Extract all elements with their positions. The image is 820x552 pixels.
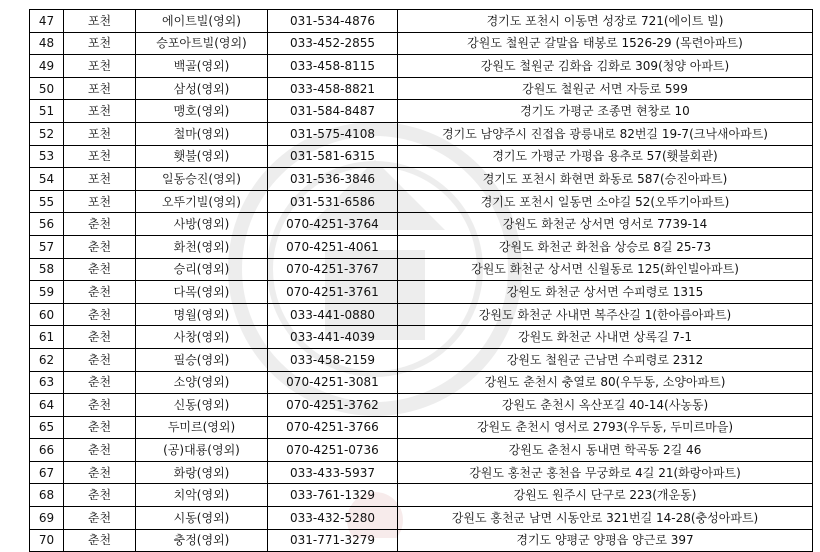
phone-cell: 031-536-3846 bbox=[268, 168, 398, 191]
row-number-cell: 55 bbox=[30, 190, 64, 213]
region-cell: 포천 bbox=[64, 32, 136, 55]
phone-cell: 031-581-6315 bbox=[268, 145, 398, 168]
row-number-cell: 47 bbox=[30, 10, 64, 33]
address-cell: 경기도 양평군 양평읍 양근로 397 bbox=[398, 529, 813, 552]
phone-cell: 033-458-2159 bbox=[268, 348, 398, 371]
region-cell: 포천 bbox=[64, 10, 136, 33]
table-row bbox=[30, 258, 813, 281]
table-row bbox=[30, 303, 813, 326]
phone-cell: 033-441-4039 bbox=[268, 326, 398, 349]
row-number-cell: 61 bbox=[30, 326, 64, 349]
region-cell: 포천 bbox=[64, 145, 136, 168]
region-cell: 춘천 bbox=[64, 507, 136, 530]
region-cell: 포천 bbox=[64, 100, 136, 123]
address-cell: 강원도 화천군 상서면 영서로 7739-14 bbox=[398, 213, 813, 236]
unit-name-cell: 명월(영외) bbox=[136, 303, 268, 326]
table-row bbox=[30, 348, 813, 371]
unit-name-cell: 치악(영외) bbox=[136, 484, 268, 507]
row-number-cell: 53 bbox=[30, 145, 64, 168]
row-number-cell: 66 bbox=[30, 439, 64, 462]
phone-cell: 033-433-5937 bbox=[268, 461, 398, 484]
unit-name-cell: 철마(영외) bbox=[136, 122, 268, 145]
address-cell: 경기도 포천시 이동면 성장로 721(에이트 빌) bbox=[398, 10, 813, 33]
phone-cell: 070-4251-3766 bbox=[268, 416, 398, 439]
unit-name-cell: 다목(영외) bbox=[136, 281, 268, 304]
phone-cell: 031-575-4108 bbox=[268, 122, 398, 145]
table-row bbox=[30, 145, 813, 168]
address-cell: 강원도 춘천시 충열로 80(우두동, 소양아파트) bbox=[398, 371, 813, 394]
row-number-cell: 57 bbox=[30, 235, 64, 258]
phone-cell: 070-4251-3767 bbox=[268, 258, 398, 281]
table-row bbox=[30, 371, 813, 394]
address-cell: 강원도 원주시 단구로 223(개운동) bbox=[398, 484, 813, 507]
table-row bbox=[30, 507, 813, 530]
phone-cell: 070-4251-3761 bbox=[268, 281, 398, 304]
region-cell: 춘천 bbox=[64, 484, 136, 507]
unit-name-cell: 일동승진(영외) bbox=[136, 168, 268, 191]
phone-cell: 031-584-8487 bbox=[268, 100, 398, 123]
region-cell: 춘천 bbox=[64, 326, 136, 349]
phone-cell: 031-531-6586 bbox=[268, 190, 398, 213]
region-cell: 춘천 bbox=[64, 213, 136, 236]
phone-cell: 070-4251-3764 bbox=[268, 213, 398, 236]
row-number-cell: 50 bbox=[30, 77, 64, 100]
unit-name-cell: 시동(영외) bbox=[136, 507, 268, 530]
region-cell: 춘천 bbox=[64, 281, 136, 304]
region-cell: 춘천 bbox=[64, 461, 136, 484]
region-cell: 포천 bbox=[64, 55, 136, 78]
address-cell: 강원도 철원군 서면 자등로 599 bbox=[398, 77, 813, 100]
address-cell: 강원도 철원군 김화읍 김화로 309(청양 아파트) bbox=[398, 55, 813, 78]
table-row bbox=[30, 326, 813, 349]
address-cell: 강원도 철원군 갈말읍 태봉로 1526-29 (목련아파트) bbox=[398, 32, 813, 55]
table-row bbox=[30, 529, 813, 552]
address-cell: 강원도 춘천시 동내면 학곡동 2길 46 bbox=[398, 439, 813, 462]
unit-name-cell: 충정(영외) bbox=[136, 529, 268, 552]
region-cell: 춘천 bbox=[64, 416, 136, 439]
row-number-cell: 56 bbox=[30, 213, 64, 236]
table-row bbox=[30, 122, 813, 145]
address-cell: 강원도 화천군 사내면 상록길 7-1 bbox=[398, 326, 813, 349]
row-number-cell: 62 bbox=[30, 348, 64, 371]
region-cell: 춘천 bbox=[64, 529, 136, 552]
row-number-cell: 48 bbox=[30, 32, 64, 55]
address-cell: 강원도 홍천군 홍천읍 무궁화로 4길 21(화랑아파트) bbox=[398, 461, 813, 484]
phone-cell: 033-452-2855 bbox=[268, 32, 398, 55]
table-row bbox=[30, 55, 813, 78]
address-cell: 강원도 춘천시 영서로 2793(우두동, 두미르마을) bbox=[398, 416, 813, 439]
unit-list-table bbox=[29, 9, 813, 552]
region-cell: 춘천 bbox=[64, 303, 136, 326]
phone-cell: 033-432-5280 bbox=[268, 507, 398, 530]
table-row bbox=[30, 213, 813, 236]
region-cell: 포천 bbox=[64, 168, 136, 191]
phone-cell: 031-534-4876 bbox=[268, 10, 398, 33]
unit-name-cell: 오뚜기빌(영외) bbox=[136, 190, 268, 213]
unit-name-cell: 소양(영외) bbox=[136, 371, 268, 394]
table-body bbox=[30, 10, 813, 552]
phone-cell: 070-4251-0736 bbox=[268, 439, 398, 462]
unit-name-cell: 두미르(영외) bbox=[136, 416, 268, 439]
unit-name-cell: 신동(영외) bbox=[136, 394, 268, 417]
unit-name-cell: 삼성(영외) bbox=[136, 77, 268, 100]
region-cell: 춘천 bbox=[64, 394, 136, 417]
address-cell: 강원도 화천군 상서면 신월동로 125(화인빌아파트) bbox=[398, 258, 813, 281]
table-row bbox=[30, 461, 813, 484]
row-number-cell: 68 bbox=[30, 484, 64, 507]
table-row bbox=[30, 77, 813, 100]
region-cell: 춘천 bbox=[64, 235, 136, 258]
row-number-cell: 63 bbox=[30, 371, 64, 394]
row-number-cell: 65 bbox=[30, 416, 64, 439]
phone-cell: 033-761-1329 bbox=[268, 484, 398, 507]
address-cell: 강원도 춘천시 옥산포길 40-14(사농동) bbox=[398, 394, 813, 417]
address-cell: 경기도 포천시 화현면 화동로 587(승진아파트) bbox=[398, 168, 813, 191]
region-cell: 포천 bbox=[64, 122, 136, 145]
unit-name-cell: 승리(영외) bbox=[136, 258, 268, 281]
phone-cell: 070-4251-4061 bbox=[268, 235, 398, 258]
address-cell: 강원도 홍천군 남면 시동안로 321번길 14-28(충성아파트) bbox=[398, 507, 813, 530]
address-cell: 강원도 화천군 화천읍 상승로 8길 25-73 bbox=[398, 235, 813, 258]
region-cell: 포천 bbox=[64, 77, 136, 100]
row-number-cell: 58 bbox=[30, 258, 64, 281]
unit-name-cell: (공)대룡(영외) bbox=[136, 439, 268, 462]
unit-name-cell: 맹호(영외) bbox=[136, 100, 268, 123]
row-number-cell: 54 bbox=[30, 168, 64, 191]
unit-name-cell: 승포아트빌(영외) bbox=[136, 32, 268, 55]
table-row bbox=[30, 394, 813, 417]
table-row bbox=[30, 190, 813, 213]
unit-name-cell: 백골(영외) bbox=[136, 55, 268, 78]
unit-name-cell: 횃불(영외) bbox=[136, 145, 268, 168]
row-number-cell: 67 bbox=[30, 461, 64, 484]
table-row bbox=[30, 439, 813, 462]
row-number-cell: 59 bbox=[30, 281, 64, 304]
address-cell: 경기도 남양주시 진접읍 광릉내로 82번길 19-7(크낙새아파트) bbox=[398, 122, 813, 145]
unit-name-cell: 화랑(영외) bbox=[136, 461, 268, 484]
region-cell: 춘천 bbox=[64, 348, 136, 371]
row-number-cell: 49 bbox=[30, 55, 64, 78]
phone-cell: 070-4251-3762 bbox=[268, 394, 398, 417]
row-number-cell: 64 bbox=[30, 394, 64, 417]
row-number-cell: 70 bbox=[30, 529, 64, 552]
phone-cell: 033-458-8821 bbox=[268, 77, 398, 100]
region-cell: 춘천 bbox=[64, 371, 136, 394]
table-row bbox=[30, 484, 813, 507]
region-cell: 춘천 bbox=[64, 439, 136, 462]
unit-name-cell: 필승(영외) bbox=[136, 348, 268, 371]
address-cell: 경기도 가평군 조종면 현창로 10 bbox=[398, 100, 813, 123]
phone-cell: 033-441-0880 bbox=[268, 303, 398, 326]
phone-cell: 070-4251-3081 bbox=[268, 371, 398, 394]
address-cell: 강원도 화천군 상서면 수피령로 1315 bbox=[398, 281, 813, 304]
row-number-cell: 69 bbox=[30, 507, 64, 530]
table-row bbox=[30, 416, 813, 439]
region-cell: 포천 bbox=[64, 190, 136, 213]
table-row bbox=[30, 10, 813, 33]
row-number-cell: 60 bbox=[30, 303, 64, 326]
phone-cell: 031-771-3279 bbox=[268, 529, 398, 552]
table-row bbox=[30, 281, 813, 304]
table-row bbox=[30, 32, 813, 55]
table-row bbox=[30, 235, 813, 258]
address-cell: 강원도 화천군 사내면 복주산길 1(한아름아파트) bbox=[398, 303, 813, 326]
address-cell: 강원도 철원군 근남면 수피령로 2312 bbox=[398, 348, 813, 371]
address-cell: 경기도 포천시 일동면 소야길 52(오뚜기아파트) bbox=[398, 190, 813, 213]
unit-name-cell: 사창(영외) bbox=[136, 326, 268, 349]
table-row bbox=[30, 100, 813, 123]
row-number-cell: 51 bbox=[30, 100, 64, 123]
region-cell: 춘천 bbox=[64, 258, 136, 281]
row-number-cell: 52 bbox=[30, 122, 64, 145]
unit-name-cell: 에이트빌(영외) bbox=[136, 10, 268, 33]
unit-name-cell: 화천(영외) bbox=[136, 235, 268, 258]
unit-name-cell: 사방(영외) bbox=[136, 213, 268, 236]
address-cell: 경기도 가평군 가평읍 용추로 57(횃불회관) bbox=[398, 145, 813, 168]
phone-cell: 033-458-8115 bbox=[268, 55, 398, 78]
table-row bbox=[30, 168, 813, 191]
